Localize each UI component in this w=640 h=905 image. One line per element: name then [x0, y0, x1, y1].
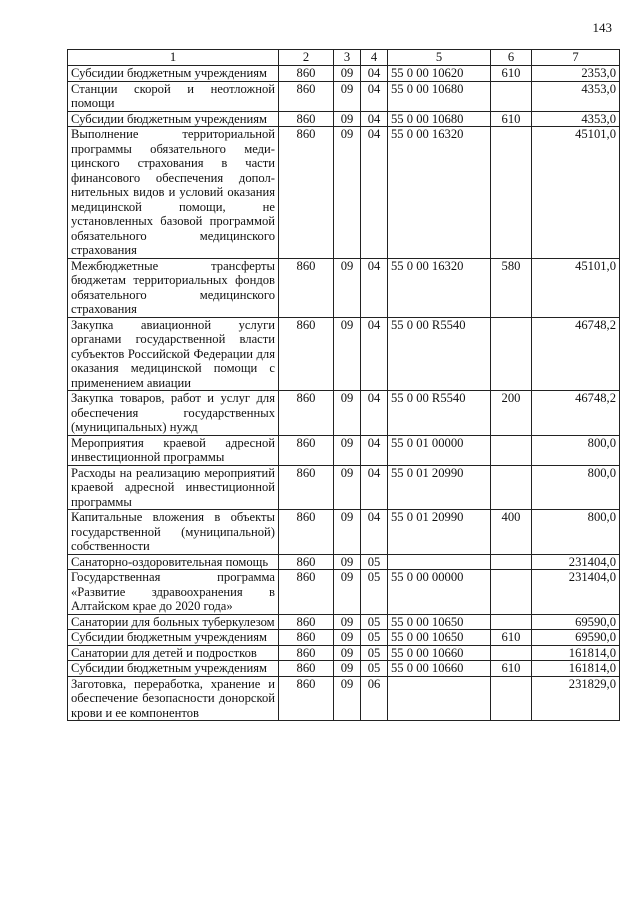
expense-type-cell: 400 [491, 510, 532, 555]
section-code-cell: 09 [334, 258, 361, 317]
subsection-code-cell: 05 [361, 554, 388, 570]
department-code-cell: 860 [279, 465, 334, 510]
department-code-cell: 860 [279, 66, 334, 82]
amount-cell: 45101,0 [532, 127, 620, 259]
subsection-code-cell: 04 [361, 66, 388, 82]
column-header-2: 2 [279, 50, 334, 66]
amount-cell: 161814,0 [532, 661, 620, 677]
subsection-code-cell: 04 [361, 111, 388, 127]
expense-type-cell [491, 614, 532, 630]
target-article-cell: 55 0 00 10660 [388, 661, 491, 677]
expense-type-cell [491, 570, 532, 615]
table-row [68, 127, 620, 259]
expense-type-cell [491, 317, 532, 391]
amount-cell: 46748,2 [532, 317, 620, 391]
table-row [68, 81, 620, 111]
amount-cell: 231404,0 [532, 570, 620, 615]
amount-cell: 2353,0 [532, 66, 620, 82]
amount-cell: 69590,0 [532, 614, 620, 630]
section-code-cell: 09 [334, 661, 361, 677]
row-name-cell: Государственная программа «Развитие здравоохранения в Алтайском крае до 2020 года» [68, 570, 279, 615]
amount-cell: 800,0 [532, 510, 620, 555]
table-row [68, 570, 620, 615]
table-row [68, 614, 620, 630]
target-article-cell: 55 0 00 R5540 [388, 391, 491, 436]
amount-cell: 4353,0 [532, 81, 620, 111]
expense-type-cell: 610 [491, 630, 532, 646]
table-row [68, 645, 620, 661]
column-header-6: 6 [491, 50, 532, 66]
section-code-cell: 09 [334, 391, 361, 436]
subsection-code-cell: 04 [361, 510, 388, 555]
department-code-cell: 860 [279, 554, 334, 570]
department-code-cell: 860 [279, 317, 334, 391]
section-code-cell: 09 [334, 435, 361, 465]
row-name-cell: Закупка авиационной услуги органами государственной власти субъектов Российской Федерации для оказания медицинской помощи с применением авиации [68, 317, 279, 391]
table-row [68, 661, 620, 677]
section-code-cell: 09 [334, 676, 361, 721]
table-row [68, 676, 620, 721]
department-code-cell: 860 [279, 614, 334, 630]
expense-type-cell [491, 676, 532, 721]
section-code-cell: 09 [334, 66, 361, 82]
subsection-code-cell: 04 [361, 127, 388, 259]
department-code-cell: 860 [279, 111, 334, 127]
row-name-cell: Санатории для детей и подростков [68, 645, 279, 661]
row-name-cell: Санатории для больных туберкулезом [68, 614, 279, 630]
target-article-cell: 55 0 00 00000 [388, 570, 491, 615]
expense-type-cell [491, 554, 532, 570]
column-header-5: 5 [388, 50, 491, 66]
target-article-cell: 55 0 00 10680 [388, 111, 491, 127]
expense-type-cell [491, 127, 532, 259]
expense-type-cell: 200 [491, 391, 532, 436]
target-article-cell: 55 0 00 10680 [388, 81, 491, 111]
department-code-cell: 860 [279, 645, 334, 661]
department-code-cell: 860 [279, 676, 334, 721]
table-row [68, 630, 620, 646]
row-name-cell: Выполнение территориальной программы обязательного медицинского страхования в части финансового обеспечения дополнительных видов и условий оказания медицинской помощи, не установленных базовой программой обязательного медицинского страхования [68, 127, 279, 259]
amount-cell: 161814,0 [532, 645, 620, 661]
subsection-code-cell: 05 [361, 570, 388, 615]
department-code-cell: 860 [279, 81, 334, 111]
section-code-cell: 09 [334, 554, 361, 570]
table-row [68, 258, 620, 317]
subsection-code-cell: 04 [361, 391, 388, 436]
expense-type-cell: 610 [491, 66, 532, 82]
amount-cell: 800,0 [532, 465, 620, 510]
subsection-code-cell: 04 [361, 258, 388, 317]
department-code-cell: 860 [279, 570, 334, 615]
row-name-cell: Расходы на реализацию мероприятий краевой адресной инвестиционной программы [68, 465, 279, 510]
section-code-cell: 09 [334, 127, 361, 259]
amount-cell: 4353,0 [532, 111, 620, 127]
target-article-cell [388, 676, 491, 721]
target-article-cell: 55 0 01 20990 [388, 510, 491, 555]
row-name-cell: Мероприятия краевой адресной инвестиционной программы [68, 435, 279, 465]
expense-type-cell [491, 81, 532, 111]
target-article-cell: 55 0 00 10660 [388, 645, 491, 661]
expense-type-cell: 610 [491, 661, 532, 677]
column-header-4: 4 [361, 50, 388, 66]
department-code-cell: 860 [279, 661, 334, 677]
section-code-cell: 09 [334, 645, 361, 661]
subsection-code-cell: 04 [361, 81, 388, 111]
table-row [68, 554, 620, 570]
row-name-cell: Закупка товаров, работ и услуг для обеспечения государственных (муниципальных) нужд [68, 391, 279, 436]
section-code-cell: 09 [334, 317, 361, 391]
table-row [68, 391, 620, 436]
subsection-code-cell: 04 [361, 465, 388, 510]
target-article-cell: 55 0 00 10620 [388, 66, 491, 82]
target-article-cell: 55 0 00 10650 [388, 630, 491, 646]
target-article-cell: 55 0 00 16320 [388, 127, 491, 259]
target-article-cell: 55 0 01 00000 [388, 435, 491, 465]
amount-cell: 800,0 [532, 435, 620, 465]
department-code-cell: 860 [279, 391, 334, 436]
column-header-7: 7 [532, 50, 620, 66]
target-article-cell: 55 0 01 20990 [388, 465, 491, 510]
amount-cell: 69590,0 [532, 630, 620, 646]
amount-cell: 45101,0 [532, 258, 620, 317]
department-code-cell: 860 [279, 258, 334, 317]
page-number: 143 [592, 20, 612, 35]
row-name-cell: Субсидии бюджетным учреждениям [68, 111, 279, 127]
subsection-code-cell: 05 [361, 630, 388, 646]
subsection-code-cell: 05 [361, 614, 388, 630]
expense-type-cell [491, 465, 532, 510]
section-code-cell: 09 [334, 570, 361, 615]
section-code-cell: 09 [334, 81, 361, 111]
subsection-code-cell: 04 [361, 317, 388, 391]
table-row [68, 510, 620, 555]
row-name-cell: Санаторно-оздоровительная помощь [68, 554, 279, 570]
target-article-cell: 55 0 00 16320 [388, 258, 491, 317]
header-row [68, 50, 620, 66]
section-code-cell: 09 [334, 465, 361, 510]
subsection-code-cell: 05 [361, 661, 388, 677]
column-header-3: 3 [334, 50, 361, 66]
amount-cell: 46748,2 [532, 391, 620, 436]
target-article-cell: 55 0 00 10650 [388, 614, 491, 630]
table-row [68, 317, 620, 391]
row-name-cell: Станции скорой и неотложной помощи [68, 81, 279, 111]
department-code-cell: 860 [279, 510, 334, 555]
department-code-cell: 860 [279, 127, 334, 259]
table-row [68, 435, 620, 465]
row-name-cell: Субсидии бюджетным учреждениям [68, 66, 279, 82]
target-article-cell [388, 554, 491, 570]
target-article-cell: 55 0 00 R5540 [388, 317, 491, 391]
subsection-code-cell: 04 [361, 435, 388, 465]
section-code-cell: 09 [334, 630, 361, 646]
section-code-cell: 09 [334, 614, 361, 630]
budget-table [67, 49, 620, 721]
table-row [68, 66, 620, 82]
amount-cell: 231829,0 [532, 676, 620, 721]
amount-cell: 231404,0 [532, 554, 620, 570]
expense-type-cell [491, 645, 532, 661]
row-name-cell: Субсидии бюджетным учреждениям [68, 661, 279, 677]
section-code-cell: 09 [334, 510, 361, 555]
expense-type-cell: 610 [491, 111, 532, 127]
department-code-cell: 860 [279, 435, 334, 465]
subsection-code-cell: 06 [361, 676, 388, 721]
section-code-cell: 09 [334, 111, 361, 127]
expense-type-cell [491, 435, 532, 465]
row-name-cell: Субсидии бюджетным учреждениям [68, 630, 279, 646]
table-row [68, 111, 620, 127]
department-code-cell: 860 [279, 630, 334, 646]
table-body [68, 50, 620, 721]
column-header-1: 1 [68, 50, 279, 66]
row-name-cell: Межбюджетные трансферты бюджетам территориальных фондов обязательного медицинского страхования [68, 258, 279, 317]
table-row [68, 465, 620, 510]
subsection-code-cell: 05 [361, 645, 388, 661]
row-name-cell: Капитальные вложения в объекты государственной (муниципальной) собственности [68, 510, 279, 555]
expense-type-cell: 580 [491, 258, 532, 317]
row-name-cell: Заготовка, переработка, хранение и обеспечение безопасности донорской крови и ее компонентов [68, 676, 279, 721]
